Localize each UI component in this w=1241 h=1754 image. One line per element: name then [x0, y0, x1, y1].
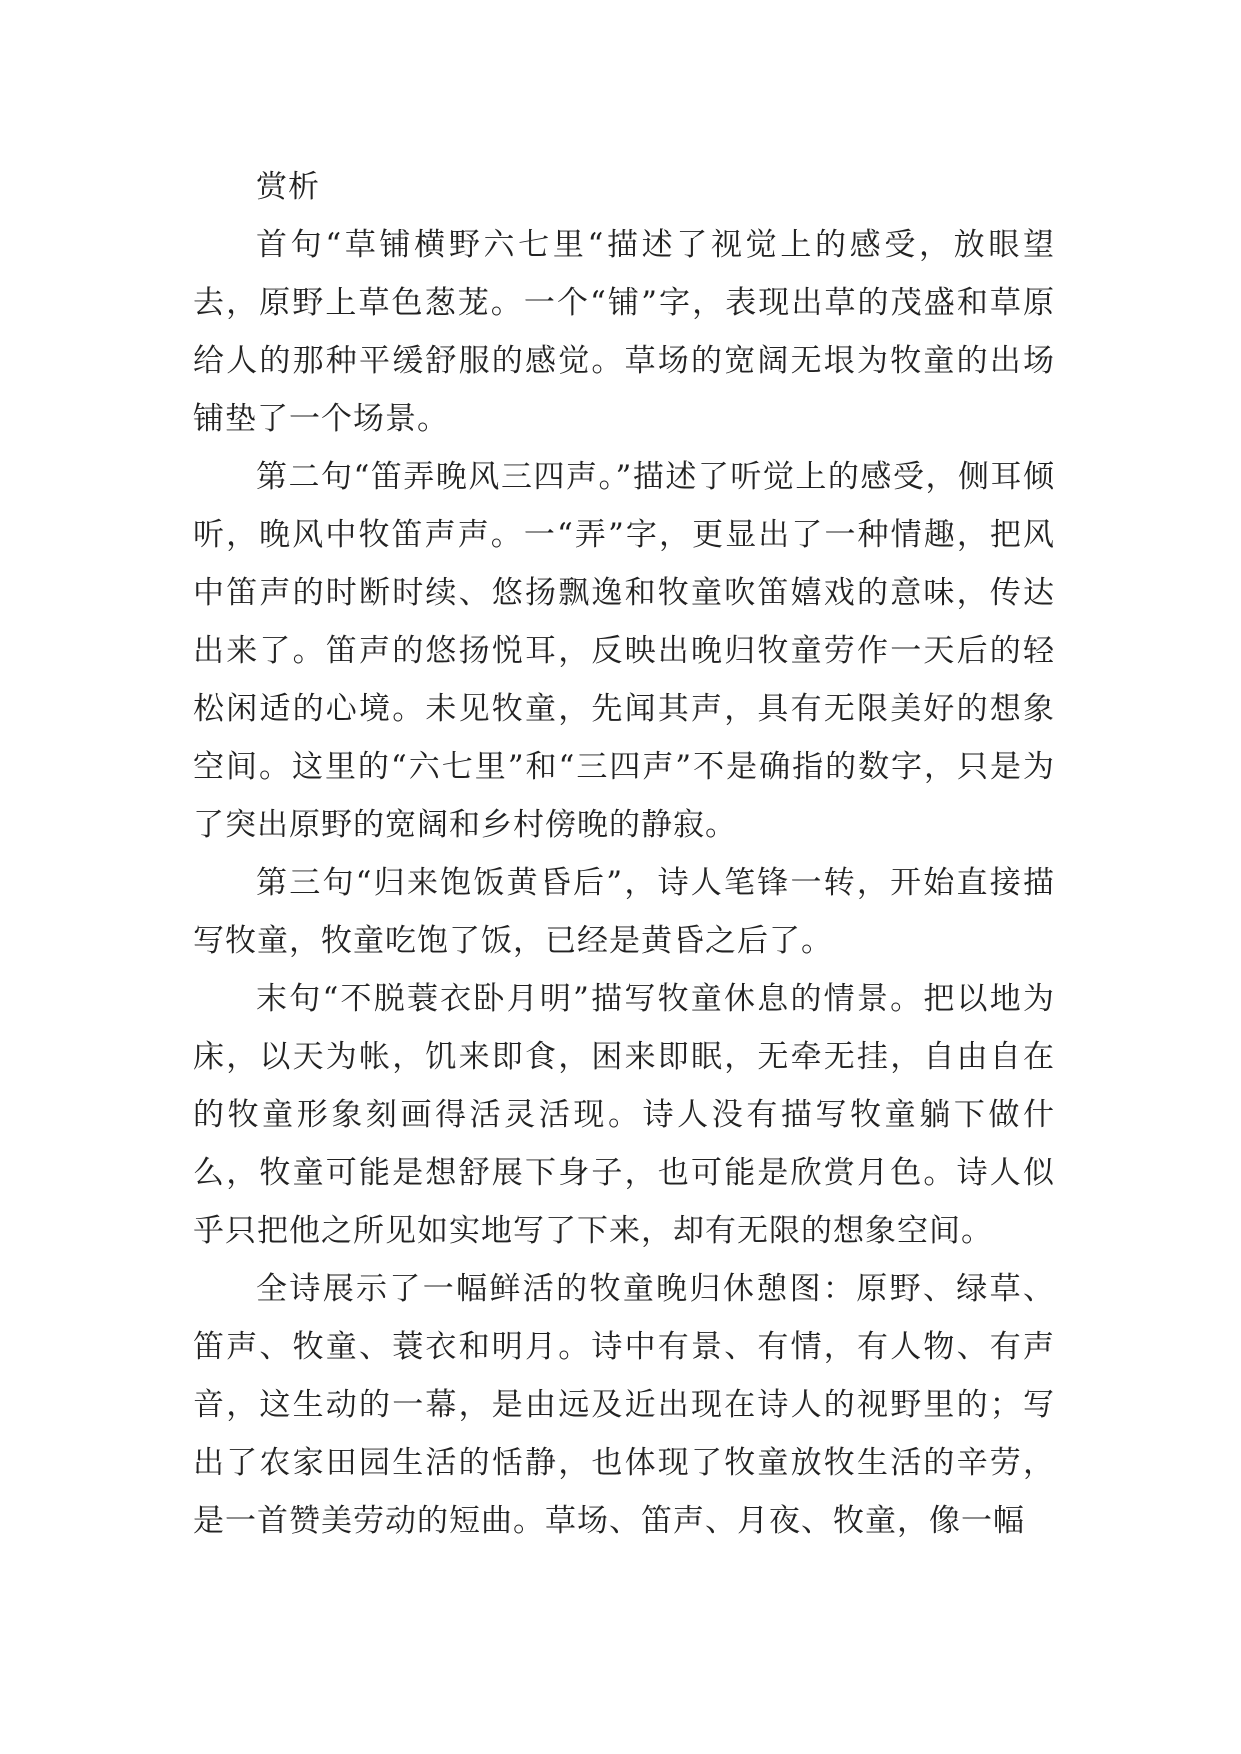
paragraph-last-line: 末句“不脱蓑衣卧月明”描写牧童休息的情景。把以地为床，以天为帐，饥来即食，困来即眠，无牵无挂，自由自在的牧童形象刻画得活灵活现。诗人没有描写牧童躺下做什么，牧童可能是想舒展下身子，也可能是欣赏月色。诗人似乎只把他之所见如实地写了下来，却有无限的想象空间。 — [193, 981, 1055, 1249]
paragraph-summary: 全诗展示了一幅鲜活的牧童晚归休憩图：原野、绿草、笛声、牧童、蓑衣和明月。诗中有景、有情，有人物、有声音，这生动的一幕，是由远及近出现在诗人的视野里的；写出了农家田园生活的恬静，也体现了牧童放牧生活的辛劳，是一首赞美劳动的短曲。草场、笛声、月夜、牧童，像一幅 — [193, 1271, 1055, 1539]
paragraph-first-line: 首句“草铺横野六七里“描述了视觉上的感受，放眼望去，原野上草色葱茏。一个“铺”字，表现出草的茂盛和草原给人的那种平缓舒服的感觉。草场的宽阔无垠为牧童的出场铺垫了一个场景。 — [193, 227, 1055, 437]
document-body — [193, 158, 1055, 1550]
paragraph-third-line: 第三句“归来饱饭黄昏后”，诗人笔锋一转，开始直接描写牧童，牧童吃饱了饭，已经是黄昏之后了。 — [193, 865, 1055, 959]
paragraph-second-line: 第二句“笛弄晚风三四声。”描述了听觉上的感受，侧耳倾听，晚风中牧笛声声。一“弄”字，更显出了一种情趣，把风中笛声的时断时续、悠扬飘逸和牧童吹笛嬉戏的意味，传达出来了。笛声的悠扬悦耳，反映出晚归牧童劳作一天后的轻松闲适的心境。未见牧童，先闻其声，具有无限美好的想象空间。这里的“六七里”和“三四声”不是确指的数字，只是为了突出原野的宽阔和乡村傍晚的静寂。 — [193, 459, 1055, 843]
section-heading: 赏析 — [256, 169, 320, 205]
